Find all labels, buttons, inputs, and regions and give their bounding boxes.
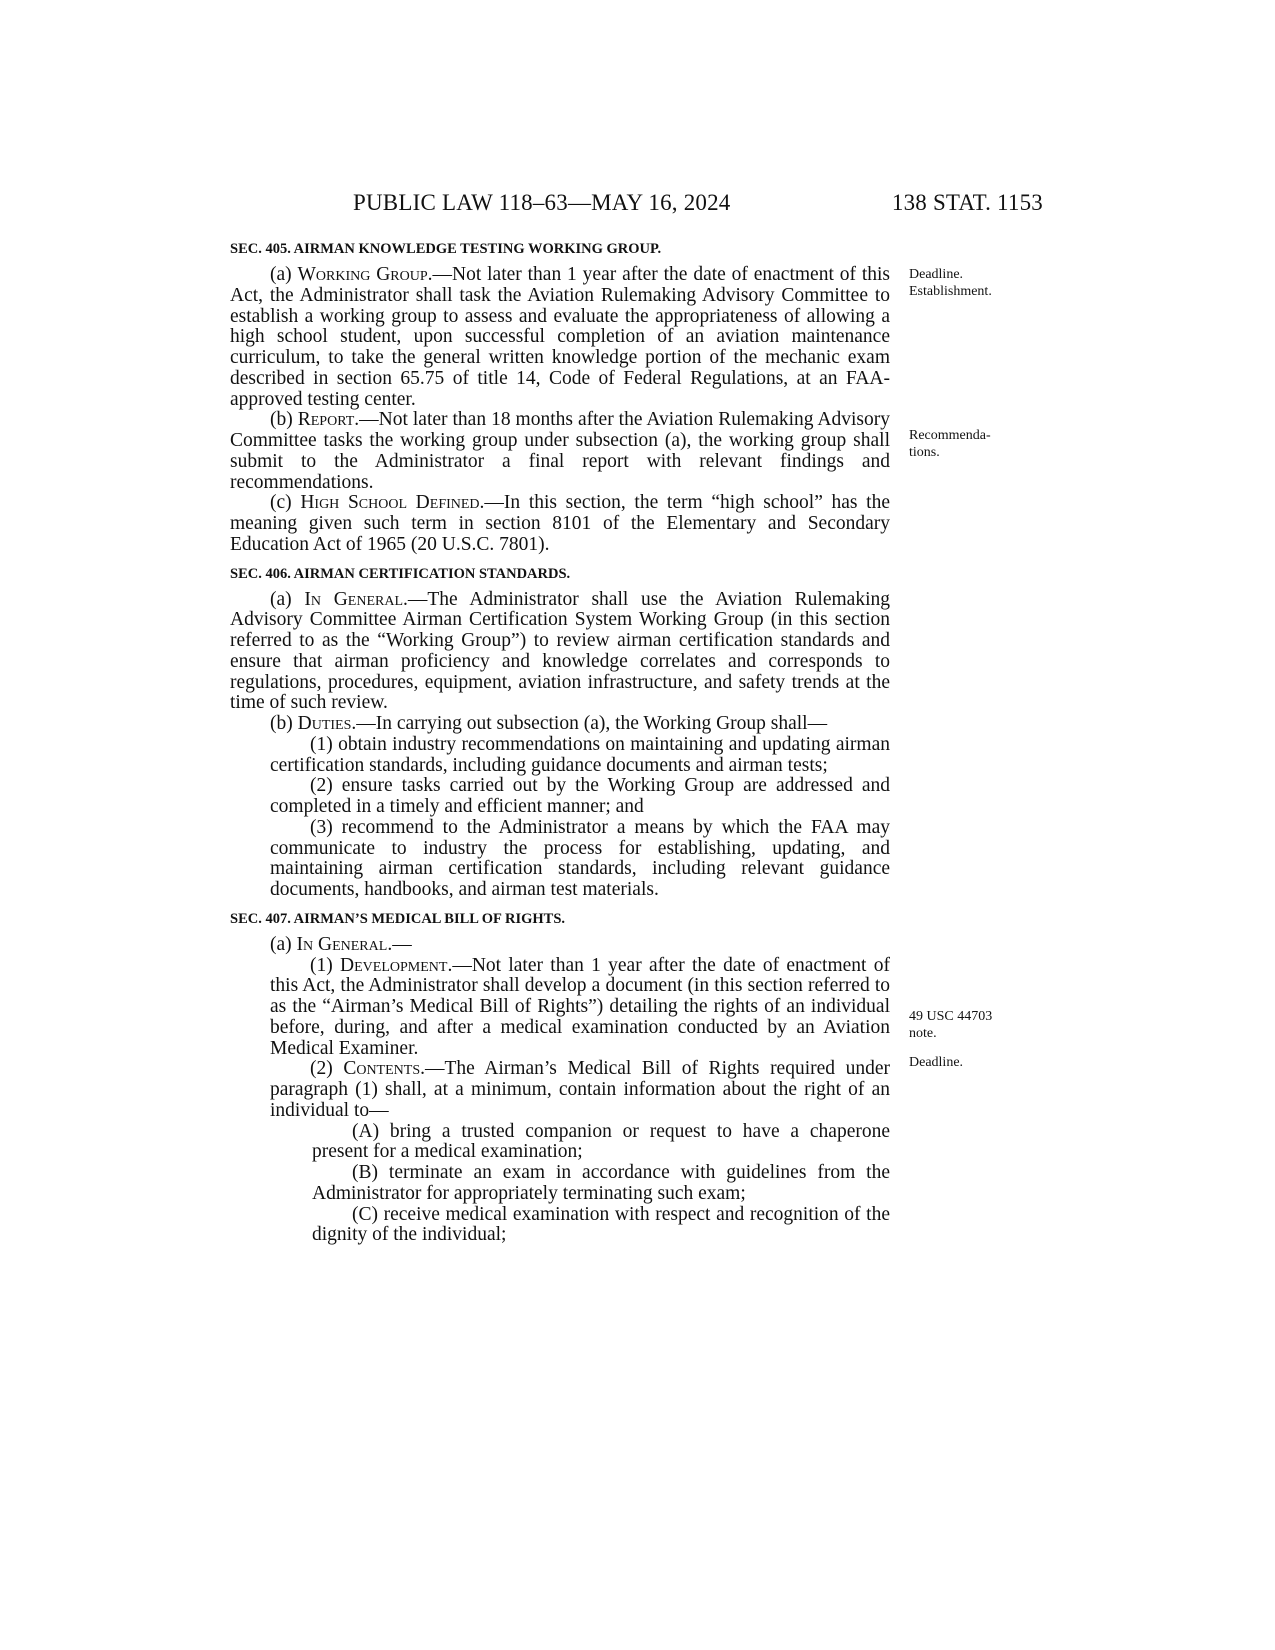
sec-405-b: (b) Report.—Not later than 18 months after the Aviation Rulemaking Advisory Committee tasks the working group under subsection (a), the working group shall submit to the Administrator a final report with relevant findings and recommendations. (230, 409, 891, 493)
margin-note-establishment: Establishment. (909, 284, 992, 299)
sec-406-b-3: (3) recommend to the Administrator a means by which the FAA may communicate to industry the process for establishing, updating, and maintaining airman certification standards, including relevant guidance documents, handbooks, and airman test materials. (270, 816, 890, 900)
sec-406-a: (a) In General.—The Administrator shall use the Aviation Rulemaking Advisory Committee Airman Certification System Working Group (in this section referred to as the “Working Group”) to review airman certification standards and ensure that airman proficiency and knowledge correlates and corresponds to regulations, procedures, equipment, aviation infrastructure, and safety trends at the time of such review. (230, 588, 891, 714)
margin-note-usc-line1: 49 USC 44703 (909, 1009, 993, 1024)
sec-405-c-text: —In this section, the term “high school” has the meaning given such term in section 8101 of the Elementary and Secondary Education Act of 1965 (20 U.S.C. 7801). (230, 492, 891, 555)
sec-405-b-num: (b) (270, 409, 293, 431)
sec-406-b-1: (1) obtain industry recommendations on maintaining and updating airman certification standards, including guidance documents and airman tests; (270, 733, 890, 776)
sec-406-a-num: (a) (270, 588, 292, 610)
sec-406-b-2: (2) ensure tasks carried out by the Working Group are addressed and completed in a timely and efficient manner; and (270, 775, 890, 817)
margin-note-recommendations-line2: tions. (909, 445, 940, 460)
margin-note-deadline-establishment (909, 266, 1039, 300)
sec-405-a-head: Working Group (297, 264, 428, 285)
margin-note-recommendations-line1: Recommenda- (909, 428, 991, 443)
sec-407-a-1-head: Development (340, 954, 448, 976)
margin-note-deadline-407: Deadline. (909, 1055, 964, 1070)
sec-405-b-head: Report (297, 409, 355, 431)
sec-407-a-dash: .— (387, 933, 412, 955)
sec-406-b-text: —In carrying out subsection (a), the Working Group shall— (356, 713, 828, 734)
sec-405-b-text: —Not later than 18 months after the Aviation Rulemaking Advisory Committee tasks the working group under subsection (a), the working group shall submit to the Administrator a final report with relevant findings and recommendations. (230, 409, 891, 493)
sec-405-c-num: (c) (270, 492, 292, 514)
main-text-column (230, 240, 890, 1246)
margin-note-usc-line2: note. (909, 1026, 937, 1041)
sec-405-c: (c) High School Defined.—In this section, the term “high school” has the meaning given such term in section 8101 of the Elementary and Secondary Education Act of 1965 (20 U.S.C. 7801). (230, 492, 891, 555)
sec-407-a-2-B: (B) terminate an exam in accordance with guidelines from the Administrator for appropriately terminating such exam; (312, 1162, 890, 1204)
sec-405-a-text: —Not later than 1 year after the date of enactment of this Act, the Administrator shall task the Aviation Rulemaking Advisory Committee to establish a working group to assess and evaluate the appropriateness of allowing a high school student, upon successful completion of an aviation maintenance curriculum, to take the general written knowledge portion of the mechanic exam described in section 65.75 of title 14, Code of Federal Regulations, at an FAA-approved testing center. (230, 264, 890, 410)
sec-407-a-1: (1) Development.—Not later than 1 year after the date of enactment of this Act, the Administrator shall develop a document (in this section referred to as the “Airman’s Medical Bill of Rights”) detailing the rights of an individual before, during, and after a medical examination conducted by an Aviation Medical Examiner. (270, 954, 890, 1059)
sec-405-a: (a) Working Group.—Not later than 1 year after the date of enactment of this Act, the Administrator shall task the Aviation Rulemaking Advisory Committee to establish a working group to assess and evaluate the appropriateness of allowing a high school student, upon successful completion of an aviation maintenance curriculum, to take the general written knowledge portion of the mechanic exam described in section 65.75 of title 14, Code of Federal Regulations, at an FAA-approved testing center. (230, 264, 890, 410)
sec-405-heading: SEC. 405. AIRMAN KNOWLEDGE TESTING WORKING GROUP. (230, 241, 662, 257)
sec-406-a-text: —The Administrator shall use the Aviation Rulemaking Advisory Committee Airman Certification System Working Group (in this section referred to as the “Working Group”) to review airman certification standards and ensure that airman proficiency and knowledge correlates and corresponds to regulations, procedures, equipment, aviation infrastructure, and safety trends at the time of such review. (230, 588, 891, 714)
sec-407-a-2: (2) Contents.—The Airman’s Medical Bill of Rights required under paragraph (1) shall, at a minimum, contain information about the right of an individual to— (270, 1058, 891, 1121)
page-header (353, 190, 1043, 220)
sec-407-a-1-text: —Not later than 1 year after the date of enactment of this Act, the Administrator shall develop a document (in this section referred to as the “Airman’s Medical Bill of Rights”) detailing the rights of an individual before, during, and after a medical examination conducted by an Aviation Medical Examiner. (270, 954, 890, 1059)
header-stat-page: 138 STAT. 1153 (891, 190, 1043, 215)
sec-407-a-2-A: (A) bring a trusted companion or request to have a chaperone present for a medical examination; (312, 1120, 890, 1163)
sec-405-c-head: High School Defined (300, 492, 480, 514)
margin-note-recommendations (909, 427, 1039, 461)
sec-407-a-num: (a) (270, 933, 292, 955)
sec-407-a-2-text: —The Airman’s Medical Bill of Rights required under paragraph (1) shall, at a minimum, contain information about the right of an individual to— (270, 1058, 891, 1121)
sec-406-heading: SEC. 406. AIRMAN CERTIFICATION STANDARDS. (230, 565, 571, 582)
sec-407-heading: SEC. 407. AIRMAN’S MEDICAL BILL OF RIGHTS. (230, 910, 566, 927)
sec-407-a-2-C: (C) receive medical examination with respect and recognition of the dignity of the individual; (312, 1203, 890, 1246)
margin-note-usc (909, 1008, 1039, 1042)
sec-407-a-head: In General (296, 933, 388, 955)
sec-407-a-2-head: Contents (343, 1058, 421, 1080)
margin-note-deadline: Deadline. (909, 267, 964, 282)
sec-406-b-num: (b) (270, 713, 293, 734)
sec-406-b: (b) Duties.—In carrying out subsection (a), the Working Group shall— (270, 713, 828, 734)
sec-406-a-head: In General (304, 588, 403, 610)
header-title: PUBLIC LAW 118–63—MAY 16, 2024 (353, 190, 731, 215)
sec-406-b-head: Duties (297, 713, 352, 734)
sec-407-a (230, 935, 890, 956)
sec-407-a-1-num: (1) (310, 954, 333, 976)
sec-405-a-num: (a) (270, 264, 292, 285)
sec-407-a-2-num: (2) (310, 1058, 333, 1080)
